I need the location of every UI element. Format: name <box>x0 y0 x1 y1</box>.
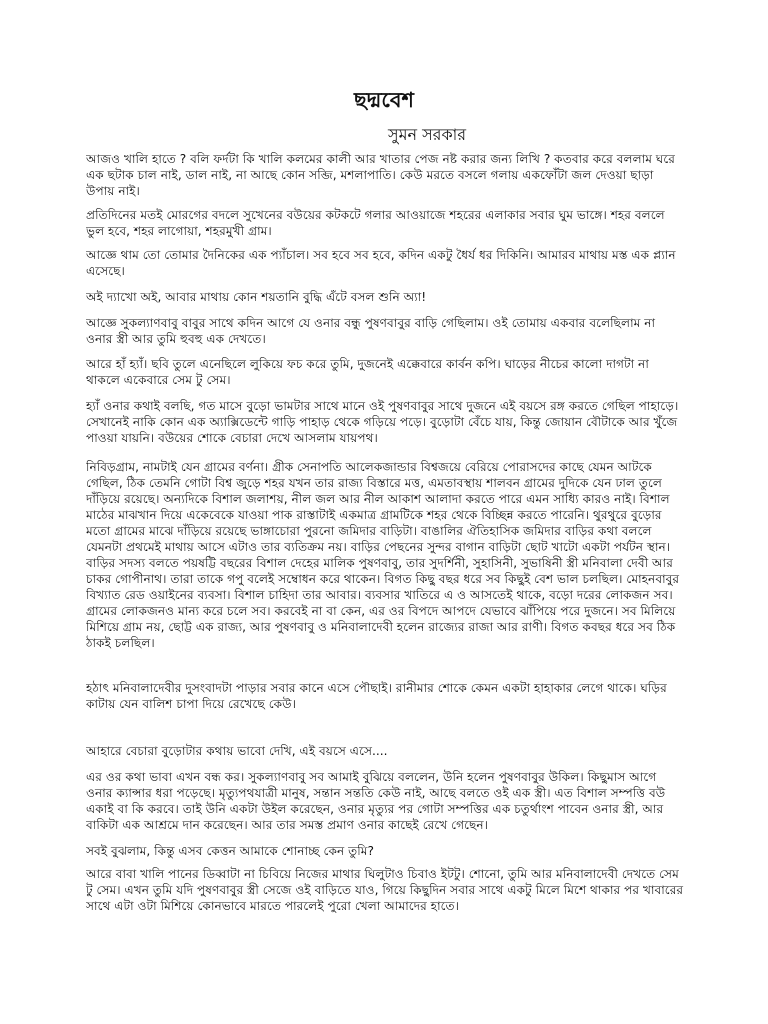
paragraph: অই দ্যাখো অই, আবার মাথায় কোন শয়তানি বুদ্ধি এঁটে বসল শুনি অ্যা! <box>86 290 427 304</box>
author-name: সুমন সরকার <box>388 125 467 144</box>
paragraph: সবই বুঝলাম, কিন্তু এসব কেত্তন আমাকে শোনাচ্ছ কেন তুমি? <box>86 844 374 858</box>
paragraph: আজ্ঞে থাম তো তোমার দৈনিকের এক প্যাঁচাল। সব হবে সব হবে, কদিন একটু ধৈর্য ধর দিকিনি। আমারব মাথায় মস্ত এক প্ল্যান এসেছে। <box>86 248 676 278</box>
paragraph: আজ্ঞে সুকল্যাণবাবু বাবুর সাথে কদিন আগে যে ওনার বন্ধু পুষণবাবুর বাড়ি গেছিলাম। ওই তোমায় একবার বলেছিলাম না ওনার স্ত্রী আর তুমি হুবহু এক দেখতে। <box>86 316 656 346</box>
paragraph: নিবিড়গ্রাম, নামটাই যেন গ্রামের বর্ণনা। গ্রীক সেনাপতি আলেকজান্ডার বিশ্বজয়ে বেরিয়ে পোরাসদের কাছে যেমন আটকে গেছিল, ঠিক তেমনি গোটা বিশ্ব জুড়ে শহর যখন তার রাজ্য বিস্তারে মত্ত, এমতাবস্থায় শালবন গ্রামের দুদিকে যেন ঢাল তুলে দাঁড়িয়ে রয়েছে। অন্যদিকে বিশাল জলাশয়, নীল জল আর নীল আকাশ আলাদা করতে পারে এমন সাধ্যি কারও নাই। বিশাল মাঠের মাঝখান দিয়ে একেবেকে যাওয়া পাক রাস্তাটাই একমাত্র গ্রামটিকে শহর থেকে বিচ্ছিন্ন করতে পারেনি। থুরথুরে বুড়োর মতো গ্রামের মাঝে দাঁড়িয়ে রয়েছে ভাঙ্গাচোরা পুরনো জমিদার বাড়িটা। বাঙালির ঐতিহাসিক জমিদার বাড়ির কথা বললে যেমনটা প্রথমেই মাথায় আসে এটাও তার ব্যতিক্রম নয়। বাড়ির পেছনের সুন্দর বাগান বাড়িটা ছোট খাটো একটা পর্যটন স্থান। বাড়ির সদস্য বলতে পয়ষট্টি বছরের বিশাল দেহের মালিক পুষণবাবু, তার সুদর্শিনী, সুহাসিনী, সুভাষিনী স্ত্রী মনিবালা দেবী আর চাকর গোপীনাথ। তারা তাকে গপু বলেই সম্বোধন করে থাকেন। বিগত কিছু বছর ধরে সব কিছুই বেশ ভাল চলছিল। মোহনবাবুর বিখ্যাত রেড ওয়াইনের ব্যবসা। বিশাল চাহিদা তার আবার। ব্যবসার খাতিরে এ ও আসতেই থাকে, বড়ো দরের লোকজন সব। গ্রামের লোকজনও মান্য করে চলে সব। করবেই না বা কেন, এর ওর বিপদে আপদে যেভাবে ঝাঁপিয়ে পরে দুজনে। সব মিলিয়ে মিশিয়ে গ্রাম নয়, ছোট্ট এক রাজ্য, আর পুষণবাবু ও মনিবালাদেবী হলেন রাজ্যের রাজা আর রাণী। বিগত কবছর ধরে সব ঠিক ঠাকই চলছিল। <box>86 460 680 650</box>
paragraph: এর ওর কথা ভাবা এখন বন্ধ কর। সুকল্যাণবাবু সব আমাই বুঝিয়ে বললেন, উনি হলেন পুষণবাবুর উকিল। কিছুমাস আগে ওনার ক্যান্সার ধরা পড়েছে। মৃত্যুপথযাত্রী মানুষ, সন্তান সন্ততি কেউ নাই, আছে বলতে ওই এক স্ত্রী। এত বিশাল সম্পত্তি বউ একাই বা কি করবে। তাই উনি একটা উইল করেছেন, ওনার মৃত্যুর পর গোটা সম্পত্তির এক চতুর্থাংশ পাবেন ওনার স্ত্রী, আর বাকিটা এক আশ্রমে দান করেছেন। আর তার সমস্ত প্রমাণ ওনার কাছেই রেখে গেছেন। <box>86 770 666 832</box>
paragraph: আরে হাঁ হ্যাঁ। ছবি তুলে এনেছিলে লুকিয়ে ফচ করে তুমি, দুজনেই এক্কেবারে কার্বন কপি। ঘাড়ের নীচের কালো দাগটা না থাকলে একেবারে সেম টু সেম। <box>86 357 649 387</box>
paragraph: আহারে বেচারা বুড়োটার কথায় ভাবো দেখি, এই বয়সে এসে.... <box>86 744 388 758</box>
paragraph: হঠাৎ মনিবালাদেবীর দুসংবাদটা পাড়ার সবার কানে এসে পৌছাই। রানীমার শোকে কেমন একটা হাহাকার লেগে থাকে। ঘড়ির কাটায় যেন বালিশ চাপা দিয়ে রেখেছে কেউ। <box>86 681 667 711</box>
paragraph: হ্যাঁ ওনার কথাই বলছি, গত মাসে বুড়ো ভামটার সাথে মানে ওই পুষণবাবুর সাথে দুজনে এই বয়সে রঙ্গ করতে গেছিল পাহাড়ে। সেখানেই নাকি কোন এক অ্যাক্সিডেন্টে গাড়ি পাহাড় থেকে গড়িয়ে পড়ে। বুড়োটা বেঁচে যায়, কিন্তু জোয়ান বৌটাকে আর খুঁজে পাওয়া যায়নি। বউয়ের শোকে বেচারা দেখে আসলাম যায়পথ। <box>86 399 679 445</box>
paragraph: আজও খালি হাতে ? বলি ফর্দটা কি খালি কলমের কালী আর খাতার পেজ নষ্ট করার জন্য লিখি ? কতবার করে বললাম ঘরে এক ছটাক চাল নাই, ডাল নাই, না আছে কোন সব্জি, মশলাপাতি। কেউ মরতে বসলে গলায় একফোঁটা জল দেওয়া ছাড়া উপায় নাই। <box>86 152 676 198</box>
paragraph: আরে বাবা খালি পানের ডিব্বাটা না চিবিয়ে নিজের মাথার ঘিলুটাও চিবাও ইটটু। শোনো, তুমি আর মনিবালাদেবী দেখতে সেম টু সেম। এখন তুমি যদি পুষণবাবুর স্ত্রী সেজে ওই বাড়িতে যাও, গিয়ে কিছুদিন সবার সাথে একটু মিলে মিশে থাকার পর খাবারের সাথে এটা ওটা মিশিয়ে কোনভাবে মারতে পারলেই পুরো খেলা আমাদের হাতে। <box>86 867 684 913</box>
paragraph: প্রতিদিনের মতই মোরগের বদলে সুখেনের বউয়ের কটকটে গলার আওয়াজে শহরের এলাকার সবার ঘুম ভাঙ্গে। শহর বললে ভুল হবে, শহর লাগোয়া, শহরমুখী গ্রাম। <box>86 208 665 238</box>
story-title: ছদ্মবেশ <box>354 88 414 112</box>
